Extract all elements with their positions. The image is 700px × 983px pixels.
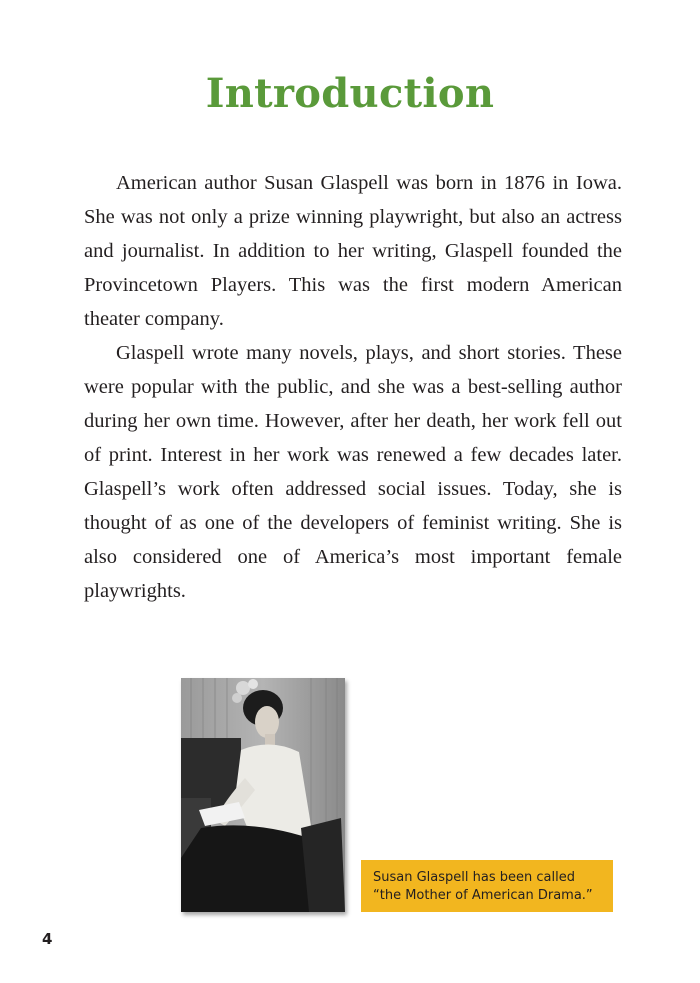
caption-line-2: “the Mother of American Drama.” [373,888,593,903]
portrait-photo [181,678,345,912]
page-number: 4 [42,930,53,948]
paragraph-2: Glaspell wrote many novels, plays, and short stories. These were popular with the public, and she was a best-selling author during her own time. However, after her death, her work fell out of print. Interest in her work was renewed a few decades later. Glaspell’s work often addressed social issues. Today, she is thought of as one of the developers of feminist writing. She is also considered one of America’s most important female playwrights. [84,342,622,602]
page-title: Introduction [205,70,495,117]
paragraph-1: American author Susan Glaspell was born in 1876 in Iowa. She was not only a prize winning playwright, but also an actress and journalist. In addition to her writing, Glaspell founded the Provincetown Players. This was the first modern American theater company. [84,172,622,330]
body-text [84,166,622,608]
photo-caption [361,860,613,912]
caption-line-1: Susan Glaspell has been called [373,870,575,885]
